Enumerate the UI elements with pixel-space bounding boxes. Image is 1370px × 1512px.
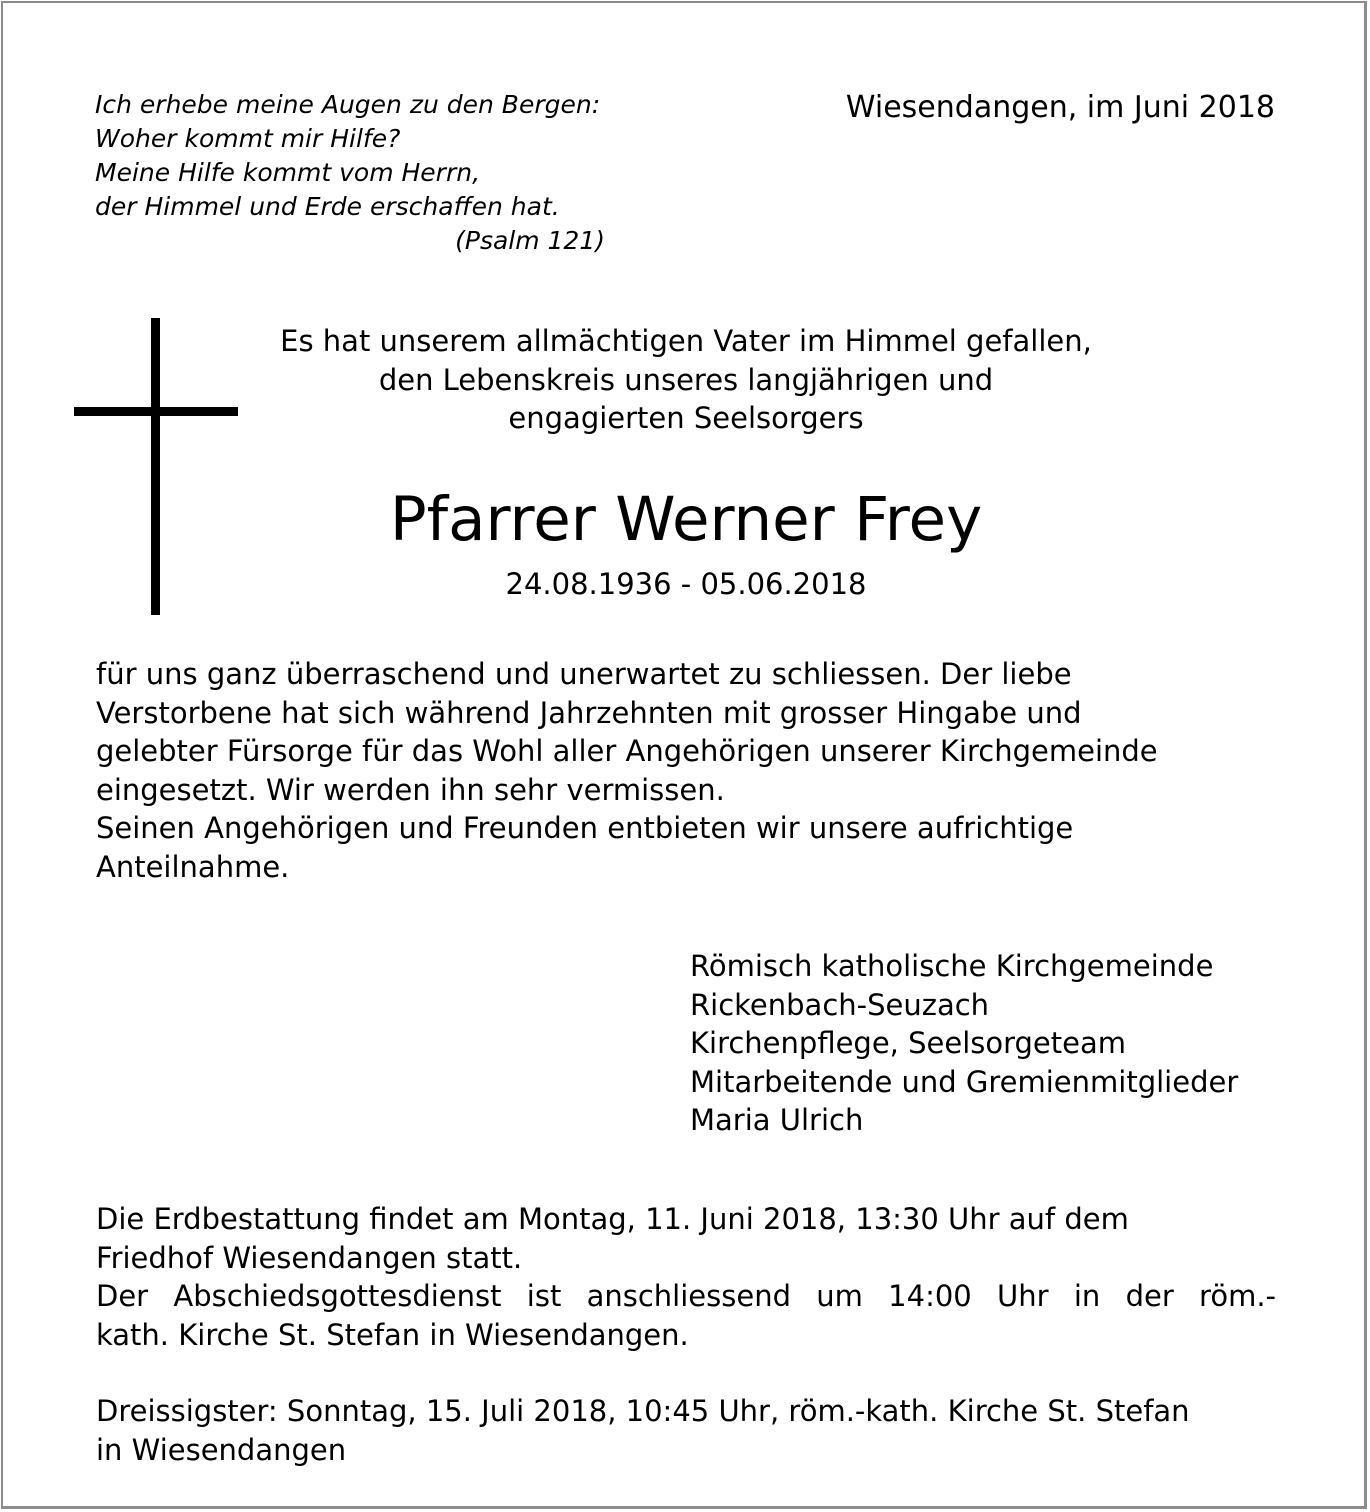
intro-text (200, 322, 1172, 438)
thirtieth-mass-info (96, 1392, 1276, 1469)
psalm-line: Ich erhebe meine Augen zu den Bergen: (95, 90, 601, 119)
intro-line: den Lebenskreis unseres langjährigen und (378, 362, 994, 397)
funeral-line: kath. Kirche St. Stefan in Wiesendangen. (96, 1317, 689, 1352)
deceased-name: Pfarrer Werner Frey (389, 484, 983, 555)
body-text (96, 655, 1276, 886)
intro-line: Es hat unserem allmächtigen Vater im Himmel gefallen, (280, 324, 1092, 358)
thirtieth-line: in Wiesendangen (96, 1432, 347, 1467)
signatory-line: Römisch katholische Kirchgemeinde (690, 949, 1214, 983)
life-dates: 24.08.1936 - 05.06.2018 (505, 567, 867, 601)
funeral-line: Friedhof Wiesendangen statt. (96, 1240, 523, 1275)
signatories (690, 947, 1238, 1140)
intro-line: engagierten Seelsorgers (508, 401, 864, 435)
signatory-line: Kirchenpflege, Seelsorgeteam (690, 1026, 1127, 1060)
place-date: Wiesendangen, im Juni 2018 (845, 90, 1275, 125)
thirtieth-line: Dreissigster: Sonntag, 15. Juli 2018, 10:45 Uhr, röm.-kath. Kirche St. Stefan (96, 1394, 1190, 1428)
body-line: Seinen Angehörigen und Freunden entbieten wir unsere aufrichtige (96, 811, 1074, 845)
funeral-info (96, 1200, 1276, 1354)
funeral-line: Der Abschiedsgottesdienst ist anschliessend um 14:00 Uhr in der röm.- (96, 1279, 1276, 1313)
psalm-reference: (Psalm 121) (455, 226, 605, 255)
signatory-line: Rickenbach-Seuzach (690, 987, 990, 1022)
signatory-line: Maria Ulrich (690, 1103, 864, 1137)
body-line: eingesetzt. Wir werden ihn sehr vermissen. (96, 772, 725, 807)
cross-icon-vertical (151, 318, 160, 615)
body-line: Verstorbene hat sich während Jahrzehnten mit grosser Hingabe und (96, 695, 1082, 730)
body-line: gelebter Fürsorge für das Wohl aller Angehörigen unserer Kirchgemeinde (96, 734, 1158, 768)
psalm-line: Meine Hilfe kommt vom Herrn, (95, 158, 481, 187)
psalm-line: Woher kommt mir Hilfe? (95, 124, 401, 153)
body-line: für uns ganz überraschend und unerwartet zu schliessen. Der liebe (96, 657, 1072, 691)
body-line: Anteilnahme. (96, 849, 290, 884)
psalm-line: der Himmel und Erde erschaffen hat. (95, 192, 560, 221)
psalm-quote (95, 88, 615, 258)
funeral-line: Die Erdbestattung findet am Montag, 11. Juni 2018, 13:30 Uhr auf dem (96, 1202, 1129, 1236)
signatory-line: Mitarbeitende und Gremienmitglieder (690, 1064, 1239, 1099)
